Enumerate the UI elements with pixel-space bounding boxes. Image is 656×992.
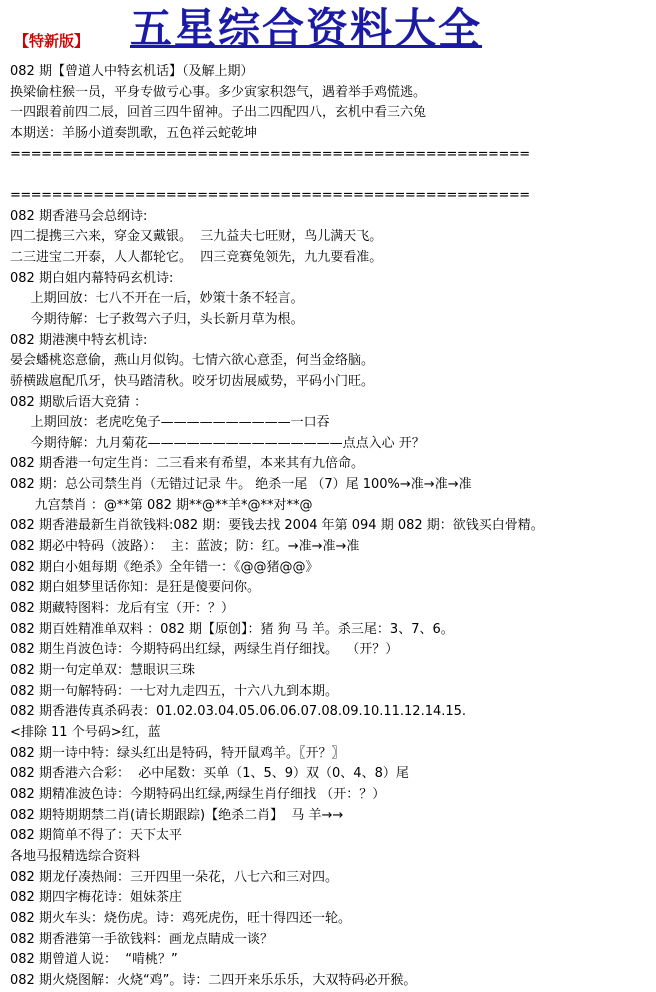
text-line: 082 期港澳中特玄机诗:	[10, 332, 148, 348]
text-line: 082 期龙仔凑热闹：三开四里一朵花，八七六和三对四。	[10, 869, 338, 885]
page-header	[0, 0, 656, 62]
text-line: 082 期歇后语大竞猜 ：	[10, 394, 148, 410]
text-line: 晏会蟠桃恣意偷，燕山月似钩。七情六欲心意歪，何当金络脑。	[10, 353, 375, 369]
text-line: 082 期四字梅花诗：姐妹茶庄	[10, 890, 182, 906]
text-line: 本期送：羊肠小道奏凯歌，五色祥云蛇乾坤	[10, 125, 258, 141]
text-line: 082 期白姐梦里话你知：是狂是傻要问你。	[10, 580, 260, 596]
edition-badge: 【特新版】	[14, 32, 90, 50]
text-line: 082 期香港一句定生肖：二三看来有希望，本来其有九倍命。	[10, 456, 364, 472]
text-line: 082 期香港传真杀码表：01.02.03.04.05.06.06.07.08.09.10.11.12.14.15.	[10, 704, 467, 720]
text-line: 九宫禁肖 ：@**第 082 期**@**羊*@**对**@	[10, 497, 313, 513]
text-line: 082 期曾道人说： “啃桃？”	[10, 952, 178, 968]
text-line: 一四跟着前四二辰，回首三四牛留神。子出二四配四八，玄机中看三六兔	[10, 105, 427, 121]
text-line: <排除 11 个号码>红，蓝	[10, 725, 161, 740]
text-line: 082 期生肖波色诗：今期特码出红绿，两绿生肖仔细找。 （开？）	[10, 642, 399, 658]
text-line: 上期回放：七八不开在一后，妙策十条不轻言。	[10, 291, 304, 307]
text-line: 082 期白姐内幕特码玄机诗:	[10, 270, 174, 286]
document-body	[10, 62, 650, 992]
text-line: 082 期简单不得了：天下太平	[10, 828, 182, 844]
text-line: 082 期火车头：烧伤虎。诗：鸡死虎伤，旺十得四还一轮。	[10, 910, 351, 926]
separator-line: ==================================================	[10, 187, 530, 203]
text-line: 082 期香港六合彩： 必中尾数：买单（1、5、9）双（0、4、8）尾	[10, 766, 409, 782]
text-line: 082 期精准波色诗：今期特码出红绿,两绿生肖仔细找 （开：？）	[10, 786, 386, 802]
text-line: 082 期白小姐每期《绝杀》全年错一：《@@猪@@》	[10, 559, 319, 575]
text-line: 082 期火烧图解：火烧“鸡”。诗：二四开来乐乐乐，大双特码必开猴。	[10, 972, 417, 988]
text-line: 082 期藏特图料：龙后有宝（开：？）	[10, 601, 234, 617]
text-line: 各地马报精选综合资料	[10, 848, 141, 864]
separator-line: ==================================================	[10, 146, 530, 162]
text-line: 082 期一句定单双：慧眼识三珠	[10, 663, 195, 679]
text-line: 082 期：总公司禁生肖（无错过记录 牛。 绝杀一尾 （7）尾 100%→准→准→准	[10, 477, 472, 493]
text-line: 082 期一诗中特：绿头红出是特码，特开鼠鸡羊。〖开？〗	[10, 745, 345, 761]
text-line: 换梁偷柱猴一员，平身专做亏心事。多少寅家积怨气，遇着举手鸡慌逃。	[10, 84, 427, 100]
text-line: 082 期【曾道人中特玄机话】（及解上期）	[10, 64, 254, 79]
text-line: 今期待解：九月菊花———————————————点点入心 开？	[10, 435, 425, 451]
text-line: 082 期香港马会总纲诗:	[10, 208, 148, 224]
page-title: 五星综合资料大全	[130, 4, 483, 53]
text-line: 082 期百姓精准单双料 ：082 期【原创】：猪 狗 马 羊。杀三尾：3、7、6。	[10, 621, 454, 637]
text-line: 今期待解：七子救驾六子归，头长新月草为根。	[10, 311, 304, 327]
text-line: 二三进宝二开泰，人人都轮它。 四三竞赛兔领先，九九要看准。	[10, 249, 383, 265]
text-line: 四二提携三六来，穿金又戴银。 三九益夫七旺财，鸟儿满天飞。	[10, 229, 383, 245]
text-line: 上期回放：老虎吃兔子——————————一口吞	[10, 415, 330, 431]
text-line: 082 期香港第一手欲钱料：画龙点睛成一谈？	[10, 931, 273, 947]
text-line: 082 期香港最新生肖欲钱料:082 期：要钱去找 2004 年第 094 期 082 期：欲钱买白骨精。	[10, 518, 544, 534]
text-line: 082 期特期期禁二肖(请长期跟踪)【绝杀二肖】 马 羊→→	[10, 807, 344, 823]
text-line	[10, 165, 650, 186]
text-line: 骄横跋扈配爪牙，快马踏清秋。咬牙切齿展威势，平码小门旺。	[10, 373, 375, 389]
text-line: 082 期必中特码（波路）： 主：蓝波；防：红。→准→准→准	[10, 539, 360, 555]
text-line: 082 期一句解特码：一七对九走四五，十六八九到本期。	[10, 683, 338, 699]
